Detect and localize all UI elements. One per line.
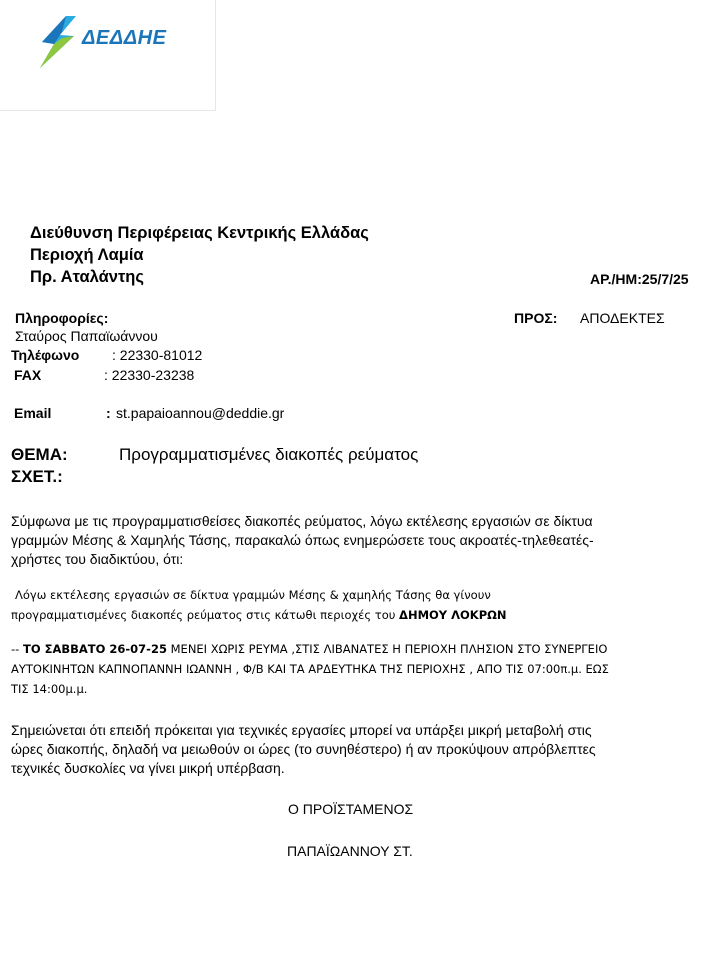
text-line: ΤΙΣ 14:00μ.μ.	[11, 682, 88, 696]
recipient-label: ΠΡΟΣ:	[514, 310, 558, 326]
text-line: Σύμφωνα με τις προγραμματισθείσες διακοπές ρεύματος, λόγω εκτέλεσης εργασιών σε δίκτυα	[11, 513, 593, 529]
text-line: Λόγω εκτέλεσης εργασιών σε δίκτυα γραμμών Μέσης & χαμηλής Τάσης θα γίνουν	[15, 588, 491, 602]
contact-name: Σταύρος Παπαϊωάννου	[15, 328, 158, 344]
signature-name: ΠΑΠΑΪΩΑΝΝΟΥ ΣΤ.	[287, 843, 413, 859]
logo-text: ΔΕΔΔΗΕ	[82, 27, 167, 49]
municipality-name: ΔΗΜΟΥ ΛΟΚΡΩΝ	[399, 608, 507, 622]
info-label: Πληροφορίες:	[15, 310, 109, 326]
email-colon: :	[106, 405, 111, 421]
fax-label: FAX	[14, 367, 42, 383]
text-span: ΜΕΝΕΙ ΧΩΡΙΣ ΡΕΥΜΑ ,ΣΤΙΣ ΛΙΒΑΝΑΤΕΣ Η ΠΕΡΙΟΧΗ ΠΛΗΣΙΟΝ ΣΤΟ ΣΥΝΕΡΓΕΙΟ	[166, 642, 608, 656]
text-line: χρήστες του διαδικτύου, ότι:	[11, 551, 184, 567]
subject-value: Προγραμματισμένες διακοπές ρεύματος	[119, 445, 419, 464]
email-label: Email	[14, 405, 52, 421]
text-line: τεχνικές δυσκολίες να γίνει μικρή υπέρβαση.	[11, 760, 285, 776]
body-paragraph-2	[11, 585, 507, 625]
text-line: γραμμών Μέσης & Χαμηλής Τάσης, παρακαλώ όπως ενημερώσετε τους ακροατές-τηλεθεατές-	[11, 532, 594, 548]
subject-label: ΘΕΜΑ:	[11, 445, 68, 464]
body-paragraph-1	[11, 512, 594, 569]
outage-date: ΤΟ ΣΑΒΒΑΤΟ 26-07-25	[22, 642, 167, 656]
text-line: ΑΥΤΟΚΙΝΗΤΩΝ ΚΑΠΝΟΠΑΝΝΗ ΙΩΑΝΝΗ , Φ/Β ΚΑΙ ΤΑ ΑΡΔΕΥΤΗΚΑ ΤΗΣ ΠΕΡΙΟΧΗΣ , ΑΠΟ ΤΙΣ 07:00π.μ. ΕΩΣ	[11, 662, 609, 676]
body-paragraph-4	[11, 721, 596, 778]
phone-value: : 22330-81012	[112, 347, 203, 363]
header-office: Πρ. Αταλάντης	[30, 268, 144, 286]
lightning-bolt-logo-icon	[36, 14, 84, 70]
signature-title: Ο ΠΡΟΪΣΤΑΜΕΝΟΣ	[288, 801, 414, 817]
header-directorate: Διεύθυνση Περιφέρειας Κεντρικής Ελλάδας	[30, 224, 369, 242]
text-line	[11, 639, 609, 659]
text-line	[11, 605, 507, 625]
logo-area	[0, 0, 216, 111]
reference-label: ΣΧΕΤ.:	[11, 467, 63, 486]
text-span: προγραμματισμένες διακοπές ρεύματος στις κάτωθι περιοχές του	[11, 608, 396, 622]
header-region: Περιοχή Λαμία	[30, 246, 144, 264]
text-span: --	[11, 642, 23, 656]
body-paragraph-3	[11, 639, 609, 699]
fax-value: : 22330-23238	[104, 367, 195, 383]
phone-label: Τηλέφωνο	[11, 347, 80, 363]
recipient-value: ΑΠΟΔΕΚΤΕΣ	[580, 310, 665, 326]
reference-number: ΑΡ./ΗΜ:25/7/25	[590, 271, 689, 287]
text-line: Σημειώνεται ότι επειδή πρόκειται για τεχνικές εργασίες μπορεί να υπάρξει μικρή μεταβολή στις	[11, 722, 592, 738]
text-line: ώρες διακοπής, δηλαδή να μειωθούν οι ώρες (το συνηθέστερο) ή αν προκύψουν απρόβλεπτες	[11, 741, 596, 757]
email-value[interactable]: st.papaioannou@deddie.gr	[116, 405, 285, 421]
